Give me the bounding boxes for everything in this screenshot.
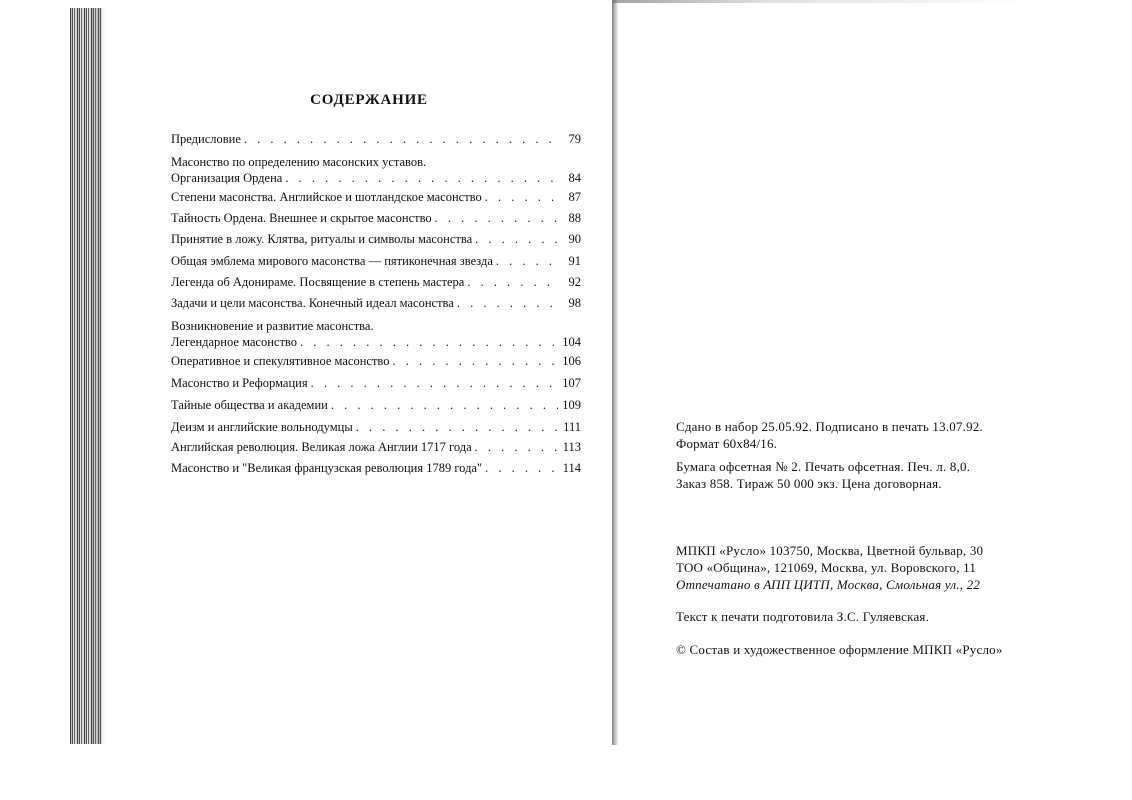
imprint-editor: Текст к печати подготовила З.С. Гуляевская. — [676, 609, 930, 624]
toc-leader-dots — [475, 231, 558, 247]
toc-page-number: 113 — [562, 440, 581, 454]
toc-page-number: 114 — [562, 461, 581, 475]
toc-leader-dots — [285, 170, 558, 186]
toc-leader-dots — [435, 210, 558, 226]
toc-entry-title: Тайные общества и академии — [171, 398, 328, 412]
imprint-copyright: © Состав и художественное оформление МПКП «Русло» — [676, 642, 1003, 657]
toc-entry-title: Масонство и "Великая французская революция 1789 года" — [171, 461, 483, 475]
toc-entry-title: Тайность Ордена. Внешнее и скрытое масонство — [171, 211, 432, 225]
toc-entry-title: Задачи и цели масонства. Конечный идеал масонства — [171, 296, 454, 310]
toc-leader-dots — [467, 274, 558, 290]
toc-entry-title: Общая эмблема мирового масонства — пятиконечная звезда — [171, 254, 493, 268]
toc-entry-title: Легенда об Адонираме. Посвящение в степень мастера — [171, 275, 465, 289]
toc-entry-title: Степени масонства. Английское и шотландское масонство — [171, 190, 482, 204]
toc-leader-dots — [393, 353, 559, 369]
toc-page-number: 92 — [568, 275, 581, 289]
toc-entry-title: Деизм и английские вольнодумцы — [171, 420, 353, 434]
toc-page-number: 98 — [568, 296, 581, 310]
toc-entry — [171, 460, 581, 476]
toc-entry — [171, 375, 581, 391]
toc-leader-dots — [485, 189, 558, 205]
toc-entry-title: Легендарное масонство — [171, 335, 298, 349]
toc-page-number: 90 — [568, 232, 581, 246]
imprint-format: Формат 60х84/16. — [676, 436, 778, 451]
imprint-publisher: МПКП «Русло» 103750, Москва, Цветной бульвар, 30 — [676, 543, 984, 558]
toc-entry — [171, 131, 581, 147]
toc-page-number: 104 — [562, 335, 581, 349]
left-binding-shadow — [92, 8, 106, 744]
toc-entry — [171, 353, 581, 369]
toc-entry-title: Принятие в ложу. Клятва, ритуалы и символы масонства — [171, 232, 473, 246]
toc-entry-first-line: Возникновение и развитие масонства. — [171, 319, 374, 333]
toc-entry — [171, 295, 581, 311]
toc-leader-dots — [300, 334, 558, 350]
toc-entry-title: Предисловие — [171, 132, 241, 146]
toc-entry — [171, 274, 581, 290]
toc-page-number: 88 — [568, 211, 581, 225]
top-edge-shadow — [612, 0, 1132, 3]
toc-entry — [171, 154, 581, 186]
toc-page-number: 109 — [562, 398, 581, 412]
center-gutter — [612, 0, 618, 745]
toc-leader-dots — [475, 439, 558, 455]
toc-leader-dots — [356, 419, 558, 435]
toc-page-number: 87 — [568, 190, 581, 204]
toc-entry — [171, 318, 581, 350]
toc-entry-title: Оперативное и спекулятивное масонство — [171, 354, 390, 368]
toc-leader-dots — [485, 460, 558, 476]
toc-page-number: 84 — [568, 171, 581, 185]
toc-entry-first-line: Масонство по определению масонских уставов. — [171, 155, 427, 169]
imprint-order: Заказ 858. Тираж 50 000 экз. Цена договорная. — [676, 476, 942, 491]
toc-entry-title: Организация Ордена — [171, 171, 283, 185]
toc-leader-dots — [331, 397, 558, 413]
imprint-dates: Сдано в набор 25.05.92. Подписано в печать 13.07.92. — [676, 419, 983, 434]
toc-entry — [171, 439, 581, 455]
toc-title: СОДЕРЖАНИЕ — [310, 92, 428, 108]
toc-page-number: 91 — [568, 254, 581, 268]
toc-page-number: 106 — [562, 354, 581, 368]
imprint-paper: Бумага офсетная № 2. Печать офсетная. Печ. л. 8,0. — [676, 459, 971, 474]
toc-entry — [171, 397, 581, 413]
toc-entry-title: Масонство и Реформация — [171, 376, 308, 390]
toc-entry-title: Английская революция. Великая ложа Англии 1717 года — [171, 440, 472, 454]
toc-page-number: 107 — [562, 376, 581, 390]
toc-entry — [171, 189, 581, 205]
imprint-printer: Отпечатано в АПП ЦИТП, Москва, Смольная ул., 22 — [676, 577, 981, 592]
toc-leader-dots — [311, 375, 558, 391]
toc-page-number: 79 — [568, 132, 581, 146]
toc-leader-dots — [457, 295, 558, 311]
toc-entry — [171, 253, 581, 269]
toc-entry — [171, 210, 581, 226]
imprint-partner: ТОО «Община», 121069, Москва, ул. Воровского, 11 — [676, 560, 977, 575]
toc-leader-dots — [496, 253, 558, 269]
toc-leader-dots — [244, 131, 558, 147]
toc-entry — [171, 419, 581, 435]
toc-page-number: 111 — [563, 420, 581, 434]
toc-entry — [171, 231, 581, 247]
